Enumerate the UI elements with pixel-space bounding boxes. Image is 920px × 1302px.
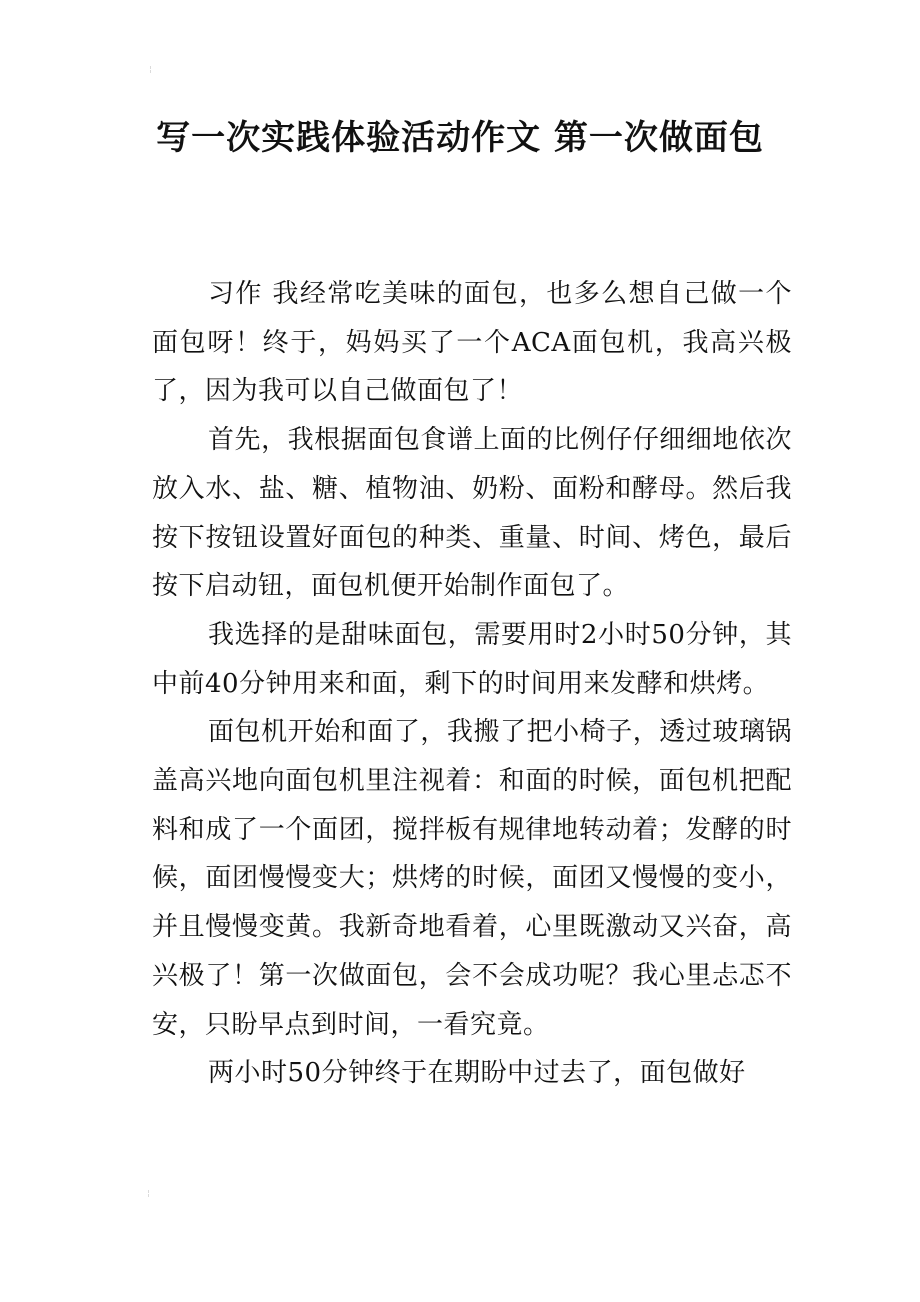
paragraph-4: 面包机开始和面了，我搬了把小椅子，透过玻璃锅盖高兴地向面包机里注视着：和面的时候，面包机把配料和成了一个面团，搅拌板有规律地转动着；发酵的时候，面团慢慢变大；烘烤的时候，面团又慢慢的变小，并且慢慢变黄。我新奇地看着，心里既激动又兴奋，高兴极了！第一次做面包，会不会成功呢？我心里忐忑不安，只盼早点到时间，一看究竟。	[152, 717, 792, 1040]
paragraph-3: 我选择的是甜味面包，需要用时2小时50分钟，其中前40分钟用来和面，剩下的时间用来发酵和烘烤。	[152, 619, 792, 699]
document-title: 写一次实践体验活动作文 第一次做面包	[156, 118, 764, 158]
paragraph-2: 首先，我根据面包食谱上面的比例仔仔细细地依次放入水、盐、糖、植物油、奶粉、面粉和酵母。然后我按下按钮设置好面包的种类、重量、时间、烤色，最后按下启动钮，面包机便开始制作面包了。	[152, 425, 792, 602]
paragraph-5: 两小时50分钟终于在期盼中过去了，面包做好	[208, 1058, 746, 1089]
page-corner-mark	[146, 1190, 152, 1200]
document-body	[152, 270, 792, 1098]
page-corner-mark	[148, 66, 154, 76]
paragraph-1: 习作 我经常吃美味的面包，也多么想自己做一个面包呀！终于，妈妈买了一个ACA面包机，我高兴极了，因为我可以自己做面包了！	[152, 279, 792, 407]
